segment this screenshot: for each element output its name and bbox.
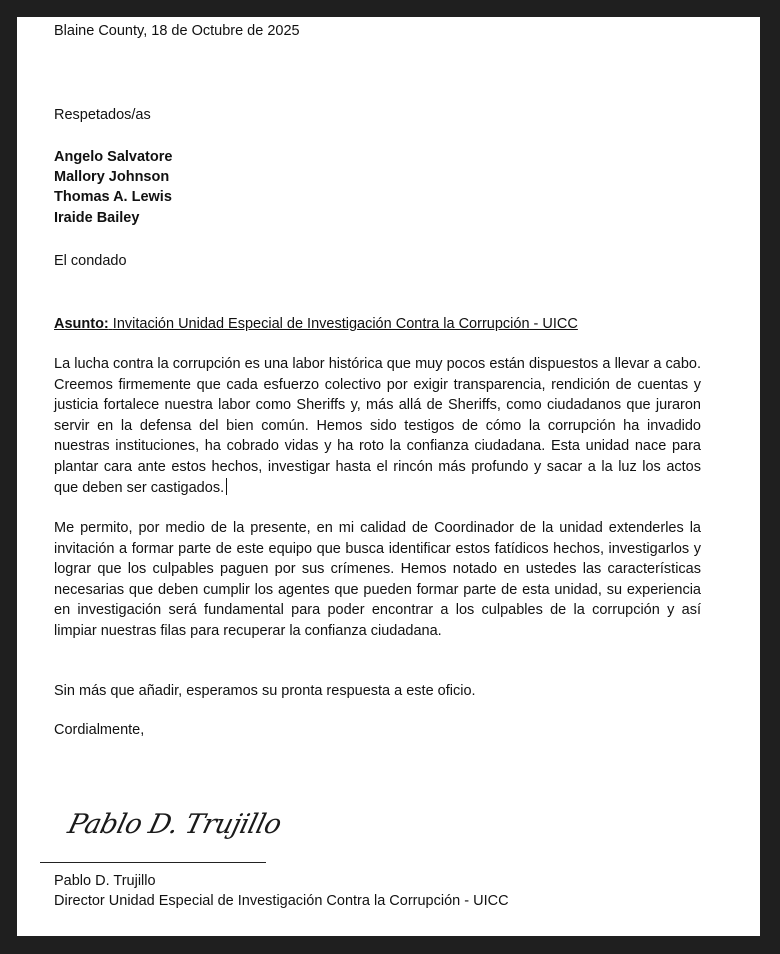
body-paragraph-2: Me permito, por medio de la presente, en mi calidad de Coordinador de la unidad extenderles la invitación a formar parte de este equipo que busca identificar estos fatídicos hechos, investigarlos y lograr que los culpables paguen por sus crímenes. Hemos notado en ustedes las características necesarias que deben cumplir los agentes que pueden formar parte de esta unidad, su experiencia en investigación será fundamental para poder encontrar a los culpables de la corrupción y así limpiar nuestras filas para recuperar la confianza ciudadana. — [54, 520, 701, 639]
signer-name: Pablo D. Trujillo — [54, 873, 156, 889]
recipient-name: Thomas A. Lewis — [54, 189, 172, 205]
date-line: Blaine County, 18 de Octubre de 2025 — [54, 23, 300, 39]
body-paragraph-1-text: La lucha contra la corrupción es una labor histórica que muy pocos están dispuestos a llevar a cabo. Creemos firmemente que cada esfuerzo colectivo por exigir transparencia, rendición de cuentas y justicia fortalece nuestra labor como Sheriffs y, más allá de Sheriffs, como ciudadanos que juraron servir en la defensa del bien común. Hemos sido testigos de cómo la corrupción ha invadido nuestras instituciones, ha cobrado vidas y ha roto la confianza ciudadana. Esta unidad nace para plantar cara ante estos hechos, investigar hasta el rincón más profundo y sacar a la luz los actos que deben ser castigados. — [54, 356, 701, 496]
signer-title: Director Unidad Especial de Investigación Contra la Corrupción - UICC — [54, 893, 509, 909]
signature-script: Pablo D. Trujillo — [64, 809, 285, 840]
body-paragraph-1[interactable] — [54, 354, 701, 498]
greeting: Respetados/as — [54, 107, 151, 123]
subject-label: Asunto: — [54, 316, 109, 332]
subject-text: Invitación Unidad Especial de Investigación Contra la Corrupción - UICC — [112, 316, 578, 332]
body-paragraph-3: Sin más que añadir, esperamos su pronta respuesta a este oficio. — [54, 683, 476, 699]
signature-line — [40, 862, 266, 863]
recipient-name: Angelo Salvatore — [54, 149, 173, 165]
text-cursor — [226, 478, 227, 495]
recipient-name: Mallory Johnson — [54, 169, 170, 185]
handwritten-signature — [62, 795, 285, 845]
subject-line — [54, 314, 578, 335]
department-line: El condado — [54, 253, 127, 269]
closing-line: Cordialmente, — [54, 722, 145, 738]
recipient-name: Iraide Bailey — [54, 210, 140, 226]
letter-page — [17, 17, 760, 936]
